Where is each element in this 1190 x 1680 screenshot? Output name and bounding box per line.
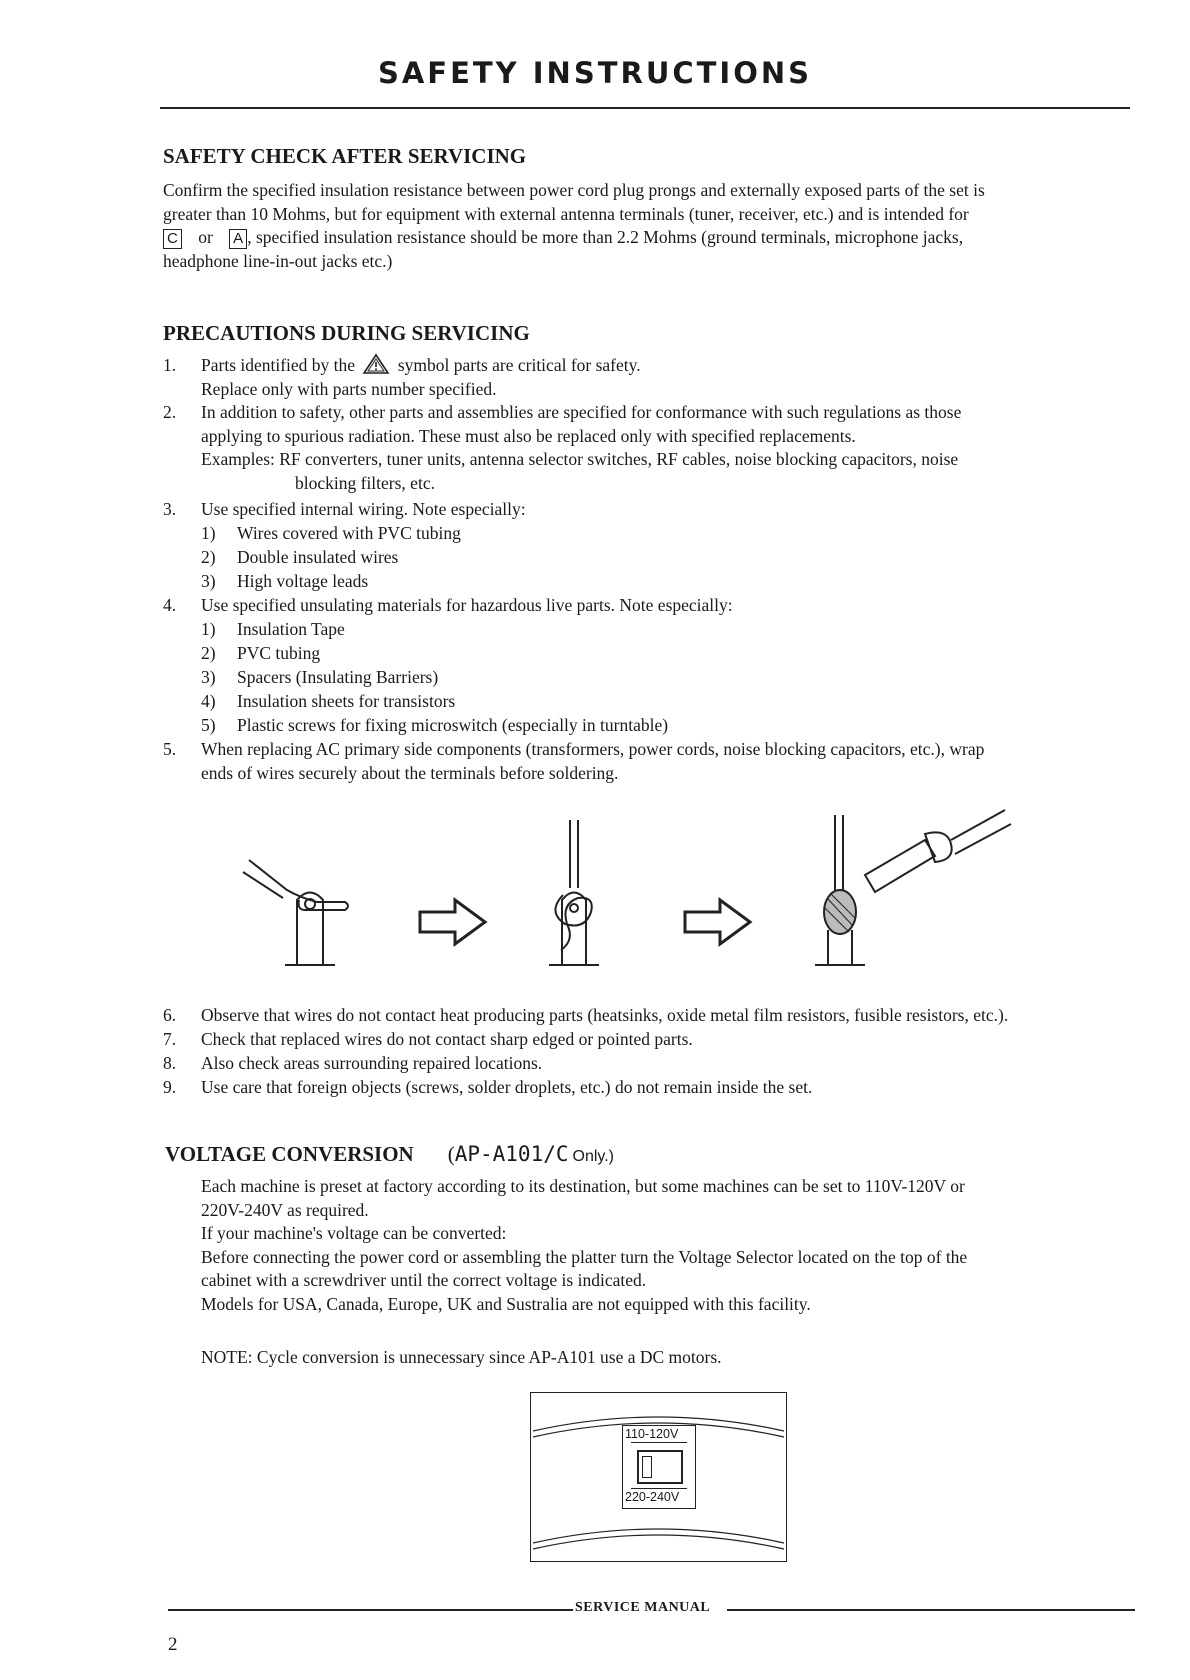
terminal-step-3	[815, 810, 1011, 965]
list-item-4-text: Use specified unsulating materials for hazardous live parts. Note especially:	[201, 595, 733, 615]
precautions-heading: PRECAUTIONS DURING SERVICING	[163, 321, 530, 345]
item-5-line-2: ends of wires securely about the terminals before soldering.	[201, 762, 619, 783]
item-4-sub-1: Insulation Tape	[237, 619, 345, 639]
voltage-line-4: Before connecting the power cord or assembling the platter turn the Voltage Selector located on the top of the	[201, 1246, 968, 1267]
or-text: or	[198, 227, 213, 247]
title-rule	[160, 107, 1130, 109]
item-number: 1.	[163, 355, 177, 375]
class-a-box: A	[229, 229, 247, 249]
list-item-9-number: 9.	[163, 1077, 177, 1097]
page-number: 2	[168, 1634, 178, 1655]
item-2-line-1: In addition to safety, other parts and assemblies are specified for conformance with such regulations as those	[201, 402, 962, 422]
model-name: AP-A101/C	[454, 1142, 569, 1166]
list-item-6-number: 6.	[163, 1005, 177, 1025]
voltage-line-1: Each machine is preset at factory according to its destination, but some machines can be set to 110V-120V or	[201, 1176, 965, 1196]
list-item-8-text: Also check areas surrounding repaired locations.	[201, 1053, 543, 1073]
voltage-selector-diagram	[530, 1392, 787, 1562]
list-item-4-number: 4.	[163, 595, 177, 615]
item-2-line-4: blocking filters, etc.	[295, 472, 435, 493]
model-only: Only.)	[572, 1148, 614, 1165]
item-4-sub-1-num: 1)	[201, 619, 216, 639]
terminal-step-2	[549, 820, 599, 965]
safety-check-line-1: Confirm the specified insulation resistance between power cord plug prongs and externally exposed parts of the set is	[163, 180, 985, 200]
list-item-2-number: 2.	[163, 402, 177, 422]
safety-check-line-2: greater than 10 Mohms, but for equipment with external antenna terminals (tuner, receiver, etc.) and is intended for	[163, 203, 969, 224]
safety-check-paragraph	[163, 179, 1130, 273]
item-3-sub-1: Wires covered with PVC tubing	[237, 523, 461, 543]
model-open-paren: (	[447, 1142, 455, 1166]
list-item-7-number: 7.	[163, 1029, 177, 1049]
arrow-left-icon	[631, 1488, 687, 1489]
list-item-8-number: 8.	[163, 1053, 177, 1073]
voltage-line-2: 220V-240V as required.	[201, 1199, 369, 1220]
arrow-right-icon	[685, 900, 750, 944]
item-4-sub-3: Spacers (Insulating Barriers)	[237, 667, 439, 687]
voltage-line-3: If your machine's voltage can be converted:	[201, 1223, 507, 1243]
item-4-sub-5: Plastic screws for fixing microswitch (especially in turntable)	[237, 715, 669, 735]
voltage-paragraph	[201, 1175, 1130, 1316]
item-2-line-3: Examples: RF converters, tuner units, antenna selector switches, RF cables, noise blocking capacitors, noise	[201, 449, 959, 469]
item-1-text-b: symbol parts are critical for safety.	[397, 355, 641, 375]
voltage-heading-row	[165, 1142, 614, 1167]
arrow-right-icon	[631, 1442, 687, 1443]
voltage-line-6: Models for USA, Canada, Europe, UK and Sustralia are not equipped with this facility.	[201, 1293, 811, 1314]
safety-check-line-4: headphone line-in-out jacks etc.)	[163, 250, 393, 271]
voltage-selector-switch[interactable]	[622, 1425, 696, 1509]
voltage-note: NOTE: Cycle conversion is unnecessary since AP-A101 use a DC motors.	[201, 1347, 722, 1367]
item-3-sub-3-num: 3)	[201, 571, 216, 591]
item-4-sub-4: Insulation sheets for transistors	[237, 691, 456, 711]
class-c-box: C	[163, 229, 182, 249]
item-4-sub-2-num: 2)	[201, 643, 216, 663]
arrow-right-icon	[420, 900, 485, 944]
selector-slot	[637, 1450, 683, 1484]
list-item-6-text: Observe that wires do not contact heat producing parts (heatsinks, oxide metal film resistors, fusible resistors, etc.).	[201, 1005, 1009, 1025]
voltage-heading: VOLTAGE CONVERSION	[165, 1142, 414, 1166]
list-item-5-number: 5.	[163, 739, 177, 759]
list-item-5	[201, 738, 1130, 785]
wiring-illustration	[235, 800, 995, 975]
terminal-step-1	[243, 860, 348, 965]
footer-rule-left	[168, 1609, 573, 1611]
list-item-3-text: Use specified internal wiring. Note especially:	[201, 499, 526, 519]
item-3-sub-1-num: 1)	[201, 523, 216, 543]
item-3-sub-2-num: 2)	[201, 547, 216, 567]
item-3-sub-2: Double insulated wires	[237, 547, 399, 567]
selector-label-220-240v: 220-240V	[625, 1490, 680, 1504]
footer-rule-right	[727, 1609, 1135, 1611]
list-item-9-text: Use care that foreign objects (screws, solder droplets, etc.) do not remain inside the set.	[201, 1077, 813, 1097]
voltage-line-5: cabinet with a screwdriver until the correct voltage is indicated.	[201, 1270, 647, 1290]
item-4-sub-5-num: 5)	[201, 715, 216, 735]
item-4-sub-4-num: 4)	[201, 691, 216, 711]
item-4-sub-2: PVC tubing	[237, 643, 321, 663]
item-5-line-1: When replacing AC primary side components (transformers, power cords, noise blocking capacitors, etc.), wrap	[201, 739, 985, 759]
item-1-text-a: Parts identified by the	[201, 355, 356, 375]
item-4-sub-3-num: 3)	[201, 667, 216, 687]
list-item-1-text	[201, 354, 641, 378]
page-title: SAFETY INSTRUCTIONS	[377, 56, 813, 90]
selector-label-110-120v: 110-120V	[625, 1427, 679, 1441]
list-item-2	[201, 401, 1130, 495]
warning-triangle-icon	[363, 354, 389, 374]
list-item-3-number: 3.	[163, 499, 177, 519]
safety-check-line-3-text: , specified insulation resistance should be more than 2.2 Mohms (ground terminals, microphone jacks,	[247, 227, 964, 247]
item-2-line-2: applying to spurious radiation. These must also be replaced only with specified replacements.	[201, 425, 856, 446]
safety-check-heading: SAFETY CHECK AFTER SERVICING	[163, 144, 527, 168]
selector-knob	[642, 1456, 652, 1478]
item-3-sub-3: High voltage leads	[237, 571, 369, 591]
list-item-1-line-2: Replace only with parts number specified.	[201, 379, 497, 399]
footer-label: SERVICE MANUAL	[575, 1600, 711, 1615]
list-item-7-text: Check that replaced wires do not contact sharp edged or pointed parts.	[201, 1029, 693, 1049]
safety-check-line-3	[163, 226, 1130, 250]
